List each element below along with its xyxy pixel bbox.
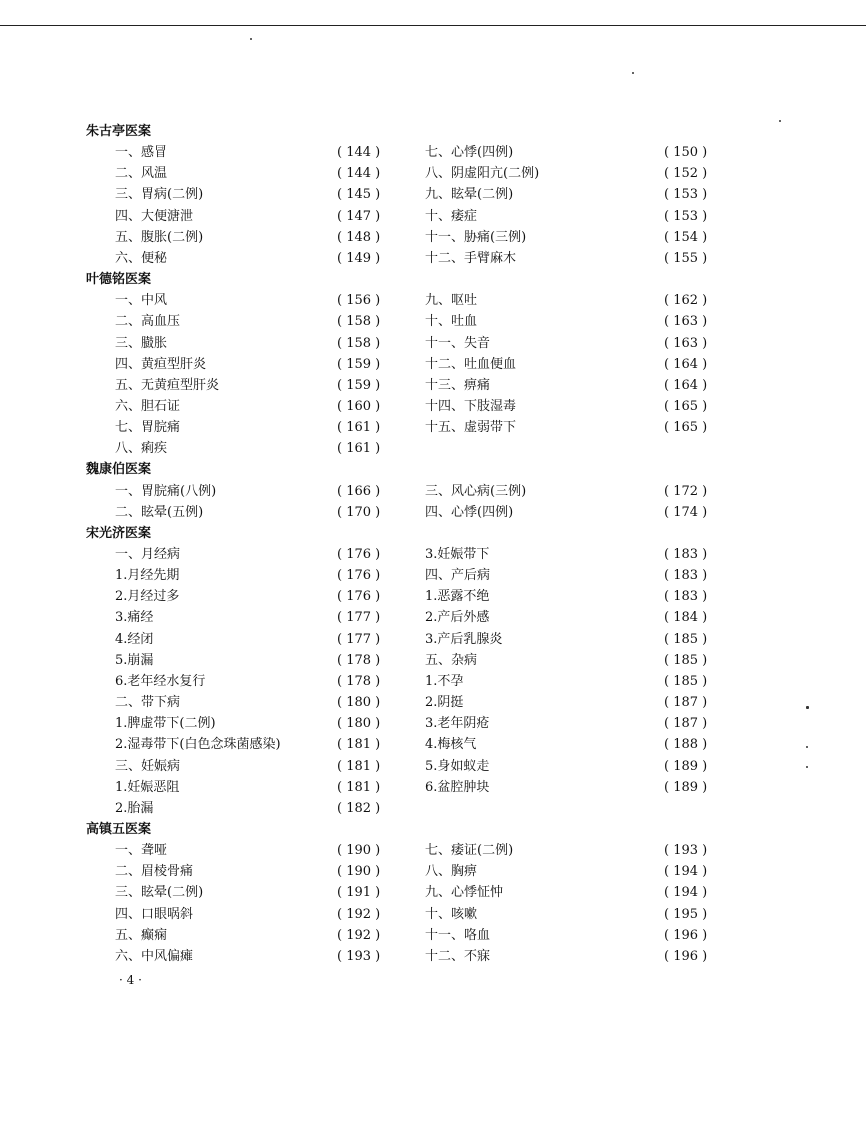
entry-title-right: 2.阴挺 [425, 695, 464, 711]
entry-page-right: ( 164 ) [664, 377, 708, 393]
toc-row [0, 756, 866, 777]
entry-title-left: 三、妊娠病 [115, 758, 181, 774]
entry-page-right: ( 150 ) [664, 145, 708, 161]
toc-row [0, 734, 866, 755]
entry-page-right: ( 165 ) [664, 398, 708, 414]
entry-title-right: 四、产后病 [425, 568, 491, 584]
entry-title-left: 二、眉棱骨痛 [115, 864, 194, 880]
toc-row [0, 206, 866, 227]
entry-page-left: ( 170 ) [337, 504, 381, 520]
entry-title-left: 一、胃脘痛(八例) [115, 483, 217, 499]
toc-row [0, 671, 866, 692]
toc-row [0, 946, 866, 967]
entry-page-right: ( 184 ) [664, 610, 708, 626]
entry-page-right: ( 187 ) [664, 695, 708, 711]
entry-title-right: 五、杂病 [425, 652, 478, 668]
entry-title-right: 八、胸痹 [425, 864, 478, 880]
toc-row [0, 861, 866, 882]
entry-title-right: 1.不孕 [425, 673, 464, 689]
entry-title-left: 4.经闭 [115, 631, 154, 647]
entry-page-left: ( 192 ) [337, 927, 381, 943]
toc-row [0, 290, 866, 311]
entry-title-left: 五、无黄疸型肝炎 [115, 377, 220, 393]
entry-page-right: ( 163 ) [664, 335, 708, 351]
entry-title-left: 二、风温 [115, 166, 168, 182]
entry-title-right: 十四、下肢湿毒 [425, 398, 517, 414]
entry-page-left: ( 192 ) [337, 906, 381, 922]
toc-row [0, 311, 866, 332]
entry-title-right: 十、痿症 [425, 208, 478, 224]
entry-title-right: 七、心悸(四例) [425, 145, 514, 161]
section-heading: 魏康伯医案 [86, 462, 152, 478]
entry-page-right: ( 194 ) [664, 885, 708, 901]
entry-title-right: 4.梅核气 [425, 737, 477, 753]
entry-page-right: ( 164 ) [664, 356, 708, 372]
entry-title-left: 1.月经先期 [115, 568, 180, 584]
entry-page-right: ( 195 ) [664, 906, 708, 922]
toc-row [0, 333, 866, 354]
entry-page-right: ( 152 ) [664, 166, 708, 182]
entry-page-left: ( 145 ) [337, 187, 381, 203]
toc-row [0, 396, 866, 417]
entry-page-right: ( 155 ) [664, 250, 708, 266]
entry-page-right: ( 153 ) [664, 187, 708, 203]
toc-row [0, 227, 866, 248]
entry-page-left: ( 176 ) [337, 568, 381, 584]
entry-title-left: 六、中风偏瘫 [115, 948, 194, 964]
entry-title-right: 九、心悸怔忡 [425, 885, 504, 901]
entry-title-left: 1.脾虚带下(二例) [115, 716, 216, 732]
entry-page-left: ( 156 ) [337, 293, 381, 309]
entry-page-right: ( 165 ) [664, 420, 708, 436]
entry-page-left: ( 158 ) [337, 314, 381, 330]
entry-title-right: 十五、虚弱带下 [425, 420, 517, 436]
toc-row [0, 607, 866, 628]
entry-title-left: 五、腹胀(二例) [115, 229, 204, 245]
toc-row [0, 375, 866, 396]
toc-row [0, 904, 866, 925]
entry-page-left: ( 178 ) [337, 673, 381, 689]
top-rule [0, 25, 866, 26]
section-heading: 朱古亭医案 [86, 124, 152, 139]
toc-row [0, 629, 866, 650]
entry-page-right: ( 189 ) [664, 779, 708, 795]
toc-row [0, 882, 866, 903]
entry-title-right: 七、痿证(二例) [425, 843, 514, 859]
entry-page-right: ( 185 ) [664, 673, 708, 689]
entry-page-left: ( 176 ) [337, 547, 381, 562]
entry-title-left: 二、眩晕(五例) [115, 504, 204, 520]
entry-page-left: ( 166 ) [337, 483, 381, 499]
entry-page-right: ( 162 ) [664, 293, 708, 309]
entry-title-right: 1.恶露不绝 [425, 589, 490, 605]
entry-title-right: 三、风心病(三例) [425, 483, 527, 499]
entry-title-right: 十一、胁痛(三例) [425, 229, 527, 245]
entry-title-left: 六、胆石证 [115, 398, 181, 414]
entry-title-left: 五、癫痫 [115, 927, 168, 943]
toc-row [0, 354, 866, 375]
entry-title-right: 5.身如蚁走 [425, 758, 490, 774]
entry-page-left: ( 180 ) [337, 716, 381, 732]
scan-speck [250, 38, 252, 40]
toc-row [0, 586, 866, 607]
toc-row [0, 163, 866, 184]
section-heading: 宋光济医案 [86, 525, 152, 541]
entry-page-right: ( 188 ) [664, 737, 708, 753]
scan-speck [632, 72, 634, 74]
entry-title-right: 3.妊娠带下 [425, 547, 490, 562]
entry-page-left: ( 149 ) [337, 250, 381, 266]
entry-title-left: 6.老年经水复行 [115, 673, 206, 689]
entry-title-left: 六、便秘 [115, 250, 168, 266]
entry-title-left: 1.妊娠恶阻 [115, 779, 180, 795]
entry-title-right: 十三、痹痛 [425, 377, 491, 393]
entry-title-right: 八、阴虚阳亢(二例) [425, 166, 540, 182]
entry-page-left: ( 181 ) [337, 758, 381, 774]
entry-page-right: ( 183 ) [664, 589, 708, 605]
entry-page-left: ( 177 ) [337, 610, 381, 626]
entry-title-left: 二、带下病 [115, 695, 181, 711]
entry-page-left: ( 144 ) [337, 166, 381, 182]
entry-title-right: 九、呕吐 [425, 293, 478, 309]
scan-speck [779, 120, 781, 122]
entry-title-right: 十一、咯血 [425, 927, 491, 943]
entry-title-left: 一、月经病 [115, 547, 181, 562]
entry-title-right: 十、咳嗽 [425, 906, 478, 922]
entry-title-right: 十二、吐血便血 [425, 356, 517, 372]
entry-title-left: 八、痢疾 [115, 441, 168, 457]
entry-title-left: 一、感冒 [115, 145, 168, 161]
entry-title-left: 四、口眼㖞斜 [115, 906, 194, 922]
entry-page-left: ( 191 ) [337, 885, 381, 901]
entry-page-left: ( 182 ) [337, 800, 381, 816]
toc-row [0, 481, 866, 502]
entry-page-right: ( 172 ) [664, 483, 708, 499]
toc-row [0, 777, 866, 798]
entry-title-left: 一、中风 [115, 293, 168, 309]
entry-page-right: ( 193 ) [664, 843, 708, 859]
entry-title-left: 一、聋哑 [115, 843, 168, 859]
toc-row [0, 417, 866, 438]
section-heading: 高镇五医案 [86, 821, 152, 837]
entry-title-right: 3.产后乳腺炎 [425, 631, 503, 647]
entry-title-right: 6.盆腔肿块 [425, 779, 490, 795]
entry-page-left: ( 158 ) [337, 335, 381, 351]
entry-title-left: 2.湿毒带下(白色念珠菌感染) [115, 737, 281, 753]
entry-title-right: 十二、手臂麻木 [425, 250, 517, 266]
entry-title-left: 三、眩晕(二例) [115, 885, 204, 901]
toc-row [0, 692, 866, 713]
entry-title-left: 2.月经过多 [115, 589, 180, 605]
entry-page-left: ( 160 ) [337, 398, 381, 414]
entry-page-right: ( 163 ) [664, 314, 708, 330]
entry-page-left: ( 190 ) [337, 843, 381, 859]
entry-page-left: ( 193 ) [337, 948, 381, 964]
toc-row [0, 248, 866, 269]
entry-title-right: 3.老年阴疮 [425, 716, 490, 732]
entry-page-left: ( 161 ) [337, 441, 381, 457]
toc-row [0, 713, 866, 734]
entry-page-right: ( 154 ) [664, 229, 708, 245]
toc-row [0, 840, 866, 861]
entry-title-left: 5.崩漏 [115, 652, 154, 668]
entry-page-left: ( 190 ) [337, 864, 381, 880]
page-number: · 4 · [119, 973, 142, 987]
entry-page-left: ( 178 ) [337, 652, 381, 668]
toc-row [0, 142, 866, 163]
section-heading: 叶德铭医案 [86, 272, 152, 288]
entry-page-right: ( 189 ) [664, 758, 708, 774]
entry-page-right: ( 185 ) [664, 631, 708, 647]
entry-title-left: 3.痛经 [115, 610, 154, 626]
entry-page-left: ( 180 ) [337, 695, 381, 711]
toc-row [0, 544, 866, 565]
entry-page-right: ( 153 ) [664, 208, 708, 224]
toc-row [0, 502, 866, 523]
entry-title-left: 三、胃病(二例) [115, 187, 204, 203]
entry-title-left: 2.胎漏 [115, 800, 154, 816]
toc-row [0, 650, 866, 671]
entry-title-right: 九、眩晕(二例) [425, 187, 514, 203]
entry-page-left: ( 148 ) [337, 229, 381, 245]
entry-title-right: 十、吐血 [425, 314, 478, 330]
entry-page-right: ( 196 ) [664, 927, 708, 943]
entry-page-right: ( 174 ) [664, 504, 708, 520]
entry-page-right: ( 196 ) [664, 948, 708, 964]
entry-title-left: 七、胃脘痛 [115, 420, 181, 436]
entry-page-left: ( 159 ) [337, 356, 381, 372]
entry-title-right: 四、心悸(四例) [425, 504, 514, 520]
toc-row [0, 925, 866, 946]
entry-title-left: 四、大便溏泄 [115, 208, 194, 224]
entry-title-right: 十二、不寐 [425, 948, 491, 964]
entry-page-left: ( 144 ) [337, 145, 381, 161]
entry-title-left: 四、黄疸型肝炎 [115, 356, 207, 372]
entry-page-right: ( 185 ) [664, 652, 708, 668]
toc-row [0, 184, 866, 205]
entry-page-left: ( 177 ) [337, 631, 381, 647]
entry-page-left: ( 181 ) [337, 779, 381, 795]
entry-page-left: ( 159 ) [337, 377, 381, 393]
toc-row [0, 438, 866, 459]
entry-page-left: ( 181 ) [337, 737, 381, 753]
entry-page-right: ( 187 ) [664, 716, 708, 732]
entry-page-right: ( 183 ) [664, 568, 708, 584]
entry-page-right: ( 183 ) [664, 547, 708, 562]
entry-title-left: 三、臌胀 [115, 335, 168, 351]
entry-page-left: ( 176 ) [337, 589, 381, 605]
entry-page-left: ( 161 ) [337, 420, 381, 436]
entry-page-right: ( 194 ) [664, 864, 708, 880]
toc-row [0, 798, 866, 819]
entry-page-left: ( 147 ) [337, 208, 381, 224]
entry-title-right: 2.产后外感 [425, 610, 490, 626]
toc-row [0, 565, 866, 586]
entry-title-left: 二、高血压 [115, 314, 181, 330]
entry-title-right: 十一、失音 [425, 335, 491, 351]
